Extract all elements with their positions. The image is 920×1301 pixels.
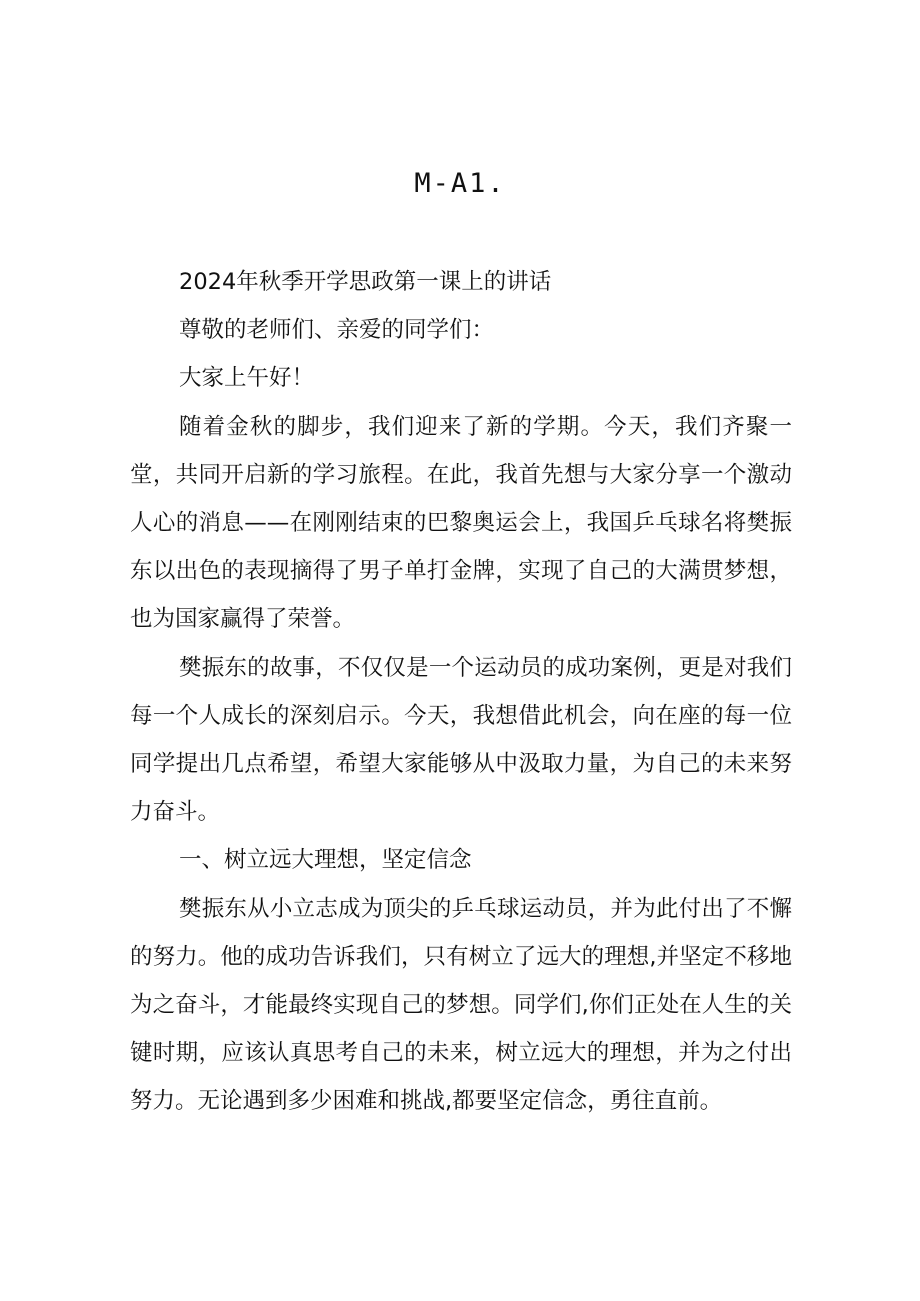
salutation: 尊敬的老师们、亲爱的同学们： (179, 317, 495, 344)
paragraph-intro: 随着金秋的脚步，我们迎来了新的学期。今天，我们齐聚一堂，共同开启新的学习旅程。在此，我首先想与大家分享一个激动人心的消息——在刚刚结束的巴黎奥运会上，我国乒乓球名将樊振东以出色的表现摘得了男子单打金牌，实现了自己的大满贯梦想，也为国家赢得了荣誉。 (130, 413, 792, 633)
section-1-heading: 一、树立远大理想，坚定信念 (179, 847, 472, 874)
document-header: M-A1. (414, 168, 506, 199)
document-body (130, 258, 792, 1126)
paragraph-story: 樊振东的故事，不仅仅是一个运动员的成功案例，更是对我们每一个人成长的深刻启示。今天，我想借此机会，向在座的每一位同学提出几点希望，希望大家能够从中汲取力量，为自己的未来努力奋斗。 (130, 654, 792, 826)
section-1-paragraph: 樊振东从小立志成为顶尖的乒乓球运动员，并为此付出了不懈的努力。他的成功告诉我们，只有树立了远大的理想,并坚定不移地为之奋斗，才能最终实现自己的梦想。同学们,你们正处在人生的关键时期，应该认真思考自己的未来，树立远大的理想，并为之付出努力。无论遇到多少困难和挑战,都要坚定信念，勇往直前。 (130, 895, 792, 1115)
greeting: 大家上午好！ (179, 365, 315, 392)
speech-title: 2024年秋季开学思政第一课上的讲话 (179, 269, 552, 295)
